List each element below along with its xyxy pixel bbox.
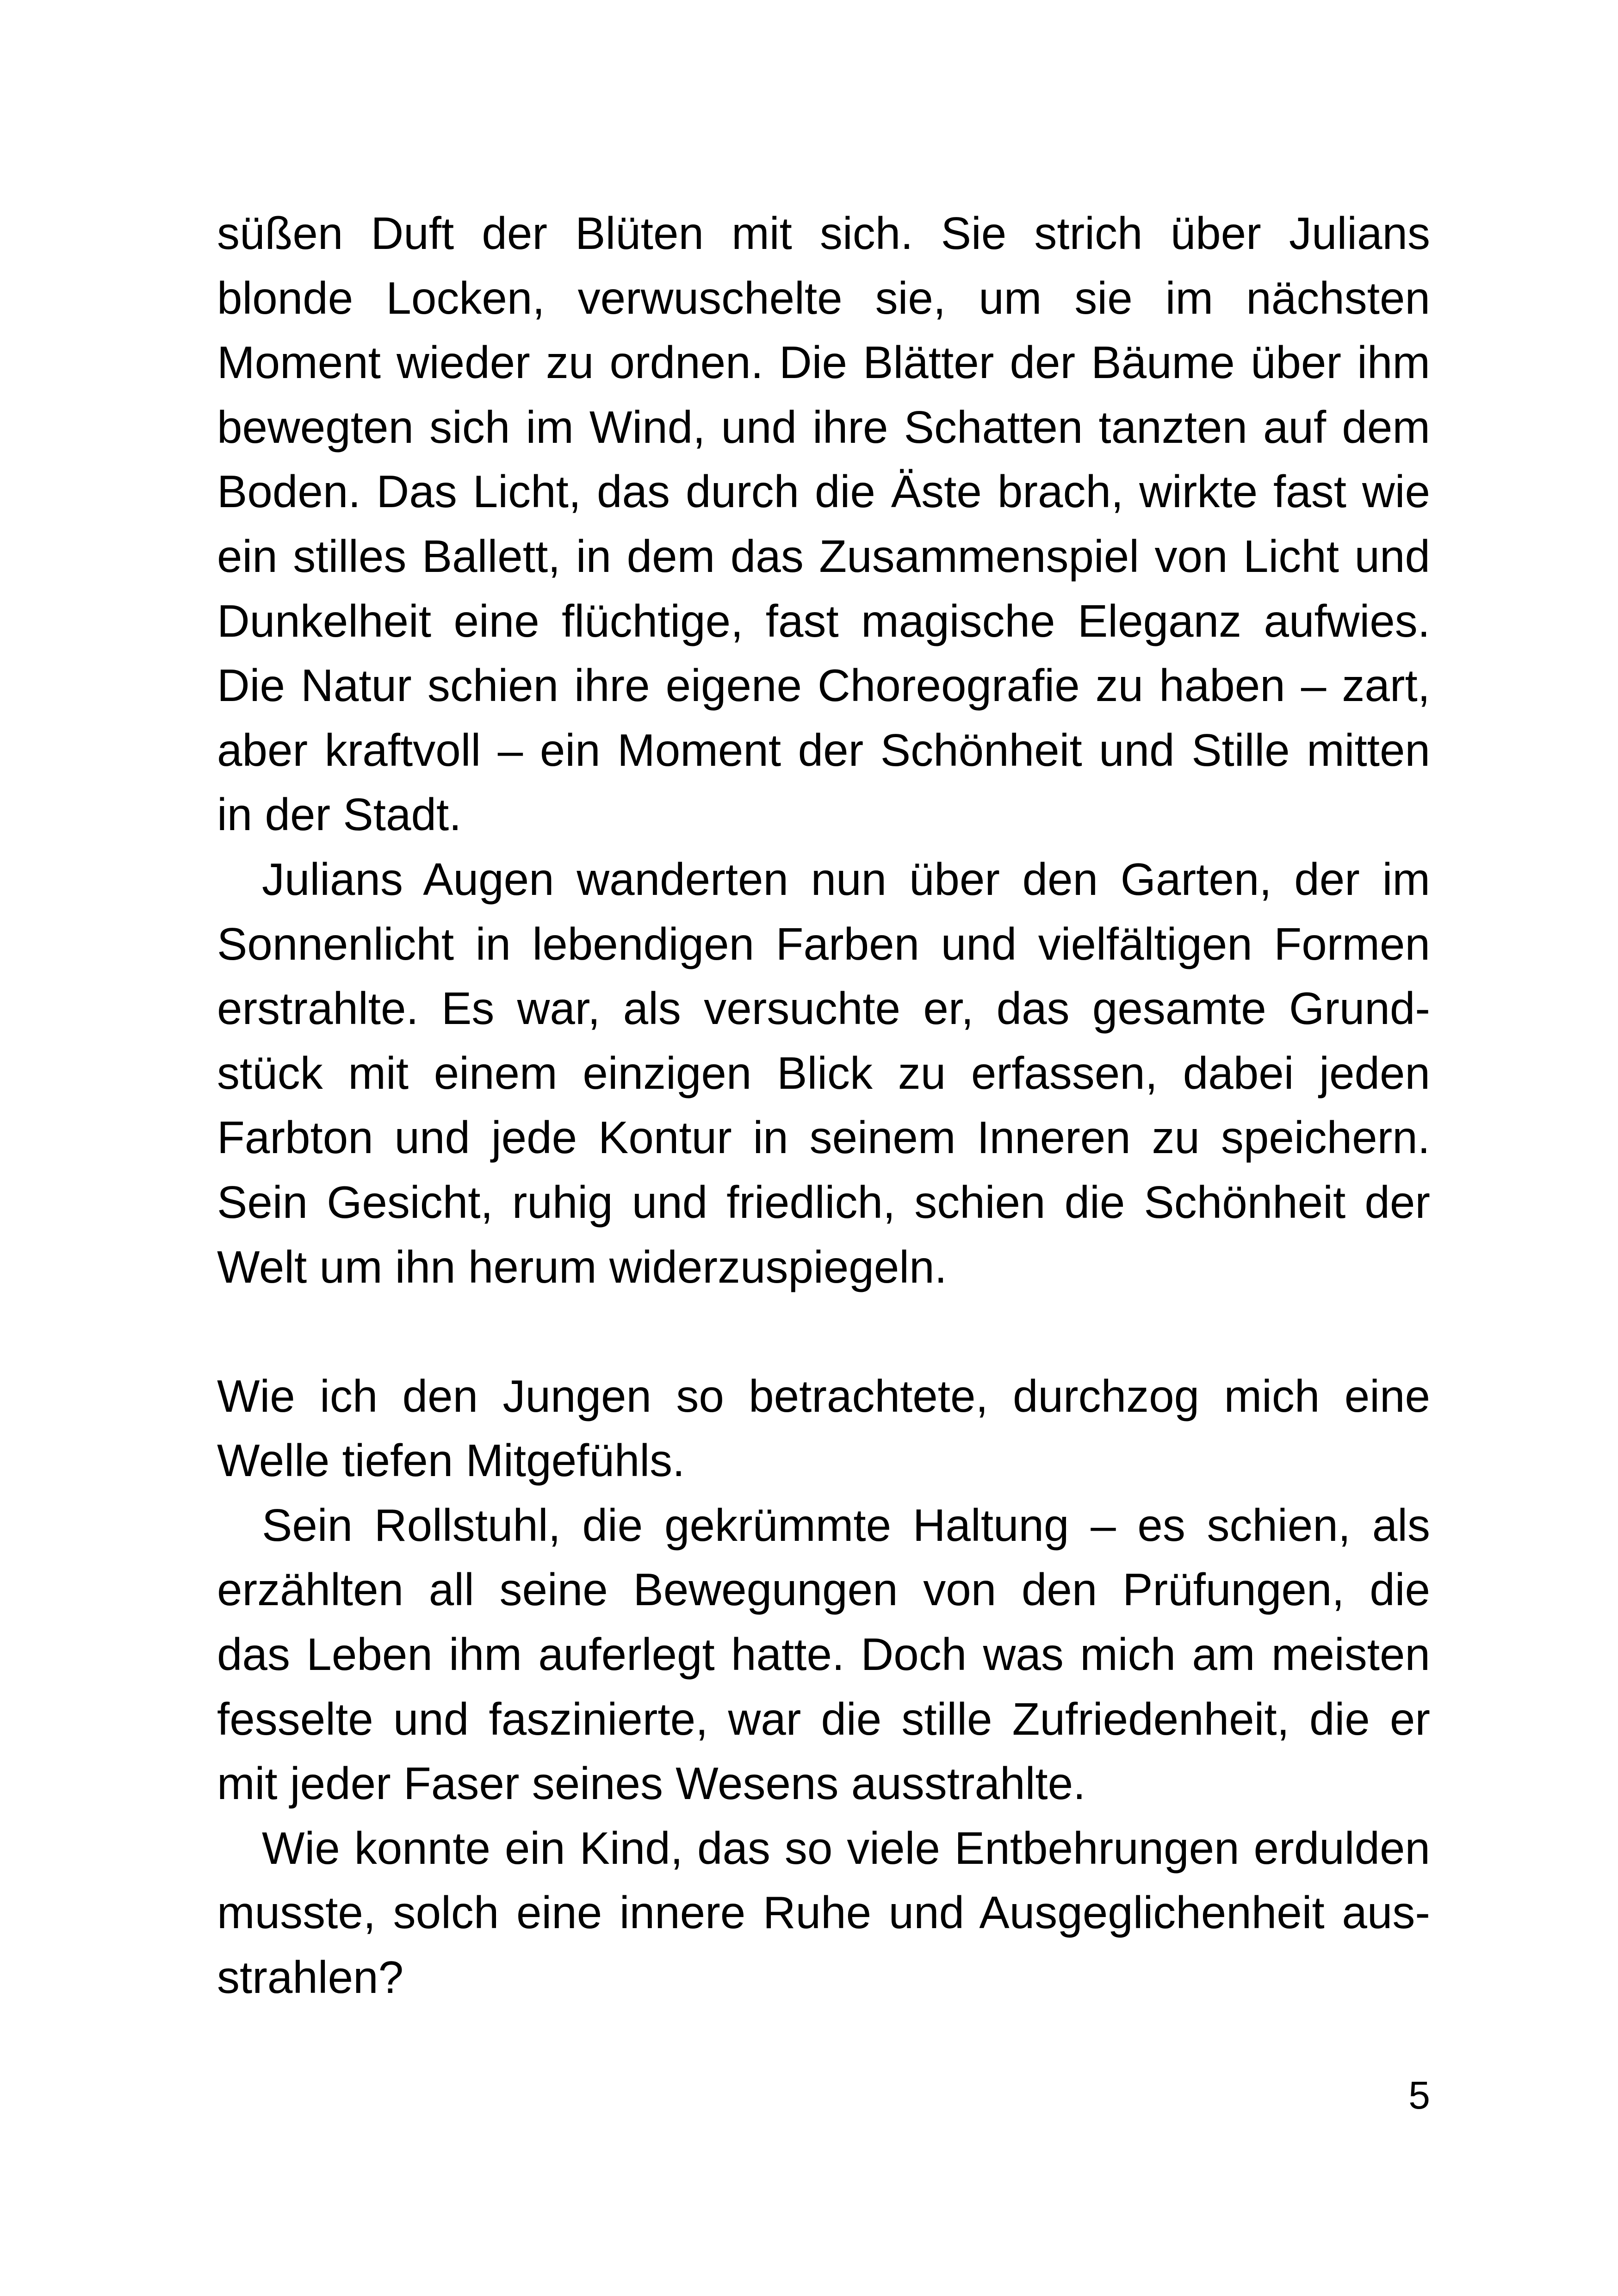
section-break (217, 1299, 1430, 1364)
text-line: blonde Locken, verwuschelte sie, um sie im nächsten (217, 272, 1430, 323)
text-line: Sein Gesicht, ruhig und friedlich, schien die Schönheit der (217, 1176, 1430, 1228)
paragraph-3 (217, 1364, 1430, 1493)
text-line: Dunkelheit eine flüchtige, fast magische Eleganz aufwies. (217, 595, 1430, 646)
text-line: süßen Duft der Blüten mit sich. Sie strich über Julians (217, 208, 1430, 259)
text-line: das Leben ihm auferlegt hatte. Doch was mich am meisten (217, 1629, 1430, 1680)
text-line: ein stilles Ballett, in dem das Zusammenspiel von Licht und (217, 530, 1430, 582)
text-line: Die Natur schien ihre eigene Choreografie zu haben – zart, (217, 660, 1430, 711)
page-number: 5 (1408, 2073, 1430, 2117)
text-line: erzählten all seine Bewegungen von den Prüfungen, die (217, 1564, 1430, 1615)
text-line: strahlen? (217, 1952, 404, 2003)
text-line: Wie ich den Jungen so betrachtete, durchzog mich eine (217, 1370, 1430, 1421)
text-line: musste, solch eine innere Ruhe und Ausgeglichenheit aus- (217, 1887, 1430, 1938)
page-body (217, 201, 1430, 2010)
text-line: Sein Rollstuhl, die gekrümmte Haltung – es schien, als (262, 1499, 1430, 1551)
paragraph-2 (217, 847, 1430, 1299)
text-line: Sonnenlicht in lebendigen Farben und vielfältigen Formen (217, 918, 1430, 969)
text-line: Julians Augen wanderten nun über den Garten, der im (262, 853, 1430, 905)
text-line: bewegten sich im Wind, und ihre Schatten tanzten auf dem (217, 401, 1430, 453)
text-line: erstrahlte. Es war, als versuchte er, das gesamte Grund- (217, 983, 1430, 1034)
text-line: Welt um ihn herum widerzuspiegeln. (217, 1241, 947, 1292)
text-line: Boden. Das Licht, das durch die Äste brach, wirkte fast wie (217, 466, 1430, 517)
text-line: Moment wieder zu ordnen. Die Blätter der Bäume über ihm (217, 337, 1430, 388)
text-line: Wie konnte ein Kind, das so viele Entbehrungen erdulden (262, 1822, 1430, 1874)
paragraph-1 (217, 201, 1430, 847)
text-line: Farbton und jede Kontur in seinem Inneren zu speichern. (217, 1112, 1430, 1163)
paragraph-4 (217, 1493, 1430, 1816)
text-line: in der Stadt. (217, 789, 462, 840)
text-line: mit jeder Faser seines Wesens ausstrahlte. (217, 1758, 1086, 1809)
paragraph-5 (217, 1816, 1430, 2010)
text-line: Welle tiefen Mitgefühls. (217, 1435, 685, 1486)
text-line: aber kraftvoll – ein Moment der Schönheit und Stille mitten (217, 724, 1430, 776)
text-line: fesselte und faszinierte, war die stille Zufriedenheit, die er (217, 1693, 1430, 1744)
text-line: stück mit einem einzigen Blick zu erfassen, dabei jeden (217, 1047, 1430, 1098)
